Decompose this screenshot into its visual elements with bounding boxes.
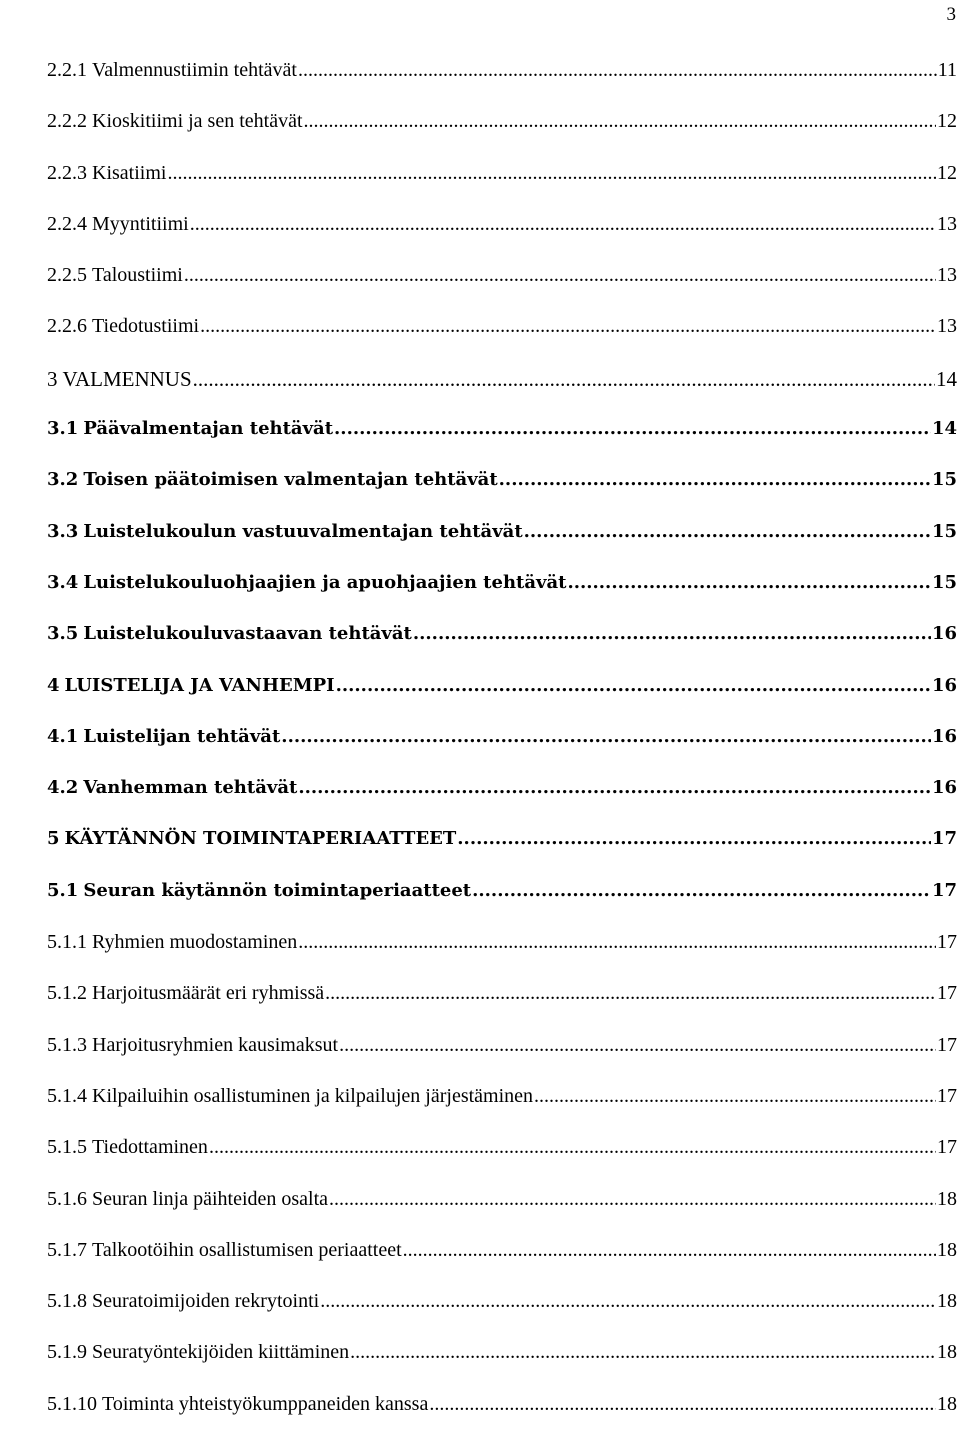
toc-entry-page: 18: [937, 1290, 957, 1313]
toc-dot-leader: [534, 1085, 936, 1108]
toc-dot-leader: [499, 469, 931, 490]
toc-entry-page: 17: [937, 931, 957, 954]
toc-entry[interactable]: [47, 418, 957, 469]
toc-entry-page: 16: [931, 725, 957, 747]
toc-dot-leader: [325, 982, 936, 1005]
toc-dot-leader: [184, 264, 936, 287]
toc-entry[interactable]: [47, 264, 957, 315]
toc-entry[interactable]: [47, 1034, 957, 1085]
toc-dot-leader: [190, 213, 936, 236]
toc-entry-title: Seuratyöntekijöiden kiittäminen: [92, 1341, 350, 1364]
toc-entry-title: KÄYTÄNNÖN TOIMINTAPERIAATTEET: [64, 828, 457, 850]
toc-entry-number: 5.1.4: [47, 1084, 87, 1107]
toc-entry[interactable]: [47, 572, 957, 623]
toc-entry-page: 12: [937, 161, 957, 184]
toc-entry-number: 5.1.1: [47, 931, 87, 954]
toc-dot-leader: [457, 828, 931, 849]
toc-entry-title: Luistelukoulun vastuuvalmentajan tehtävät: [83, 520, 523, 542]
toc-entry-number: 5.1.10: [47, 1392, 97, 1415]
toc-entry-title: Kilpailuihin osallistuminen ja kilpailujen järjestäminen: [92, 1084, 534, 1107]
toc-entry-title: Kioskitiimi ja sen tehtävät: [92, 110, 303, 133]
toc-entry[interactable]: [47, 931, 957, 982]
toc-entry-page: 12: [937, 110, 957, 133]
toc-entry-title: Harjoitusmäärät eri ryhmissä: [92, 982, 325, 1005]
toc-entry-title: Tiedottaminen: [92, 1136, 208, 1159]
toc-dot-leader: [209, 1136, 936, 1159]
toc-dot-leader: [281, 726, 931, 747]
toc-entry-number: 2.2.4: [47, 212, 87, 235]
toc-entry-title: Tiedotustiimi: [92, 315, 200, 338]
toc-entry-title: Seuran käytännön toimintaperiaatteet: [83, 879, 472, 901]
toc-dot-leader: [350, 1341, 936, 1364]
toc-entry-number: 5.1.6: [47, 1187, 87, 1210]
toc-entry-page: 18: [937, 1187, 957, 1210]
toc-entry-title: Kisatiimi: [92, 161, 167, 184]
toc-entry-title: VALMENNUS: [62, 366, 192, 391]
toc-entry[interactable]: [47, 777, 957, 828]
toc-entry-number: 2.2.1: [47, 59, 87, 81]
toc-entry-page: 11: [937, 59, 957, 81]
toc-entry-page: 16: [931, 623, 957, 645]
toc-entry[interactable]: [47, 1239, 957, 1290]
toc-dot-leader: [334, 418, 931, 439]
toc-entry[interactable]: [47, 1393, 957, 1444]
toc-entry-page: 17: [937, 982, 957, 1005]
toc-entry-page: 15: [931, 469, 957, 491]
toc-entry-page: 13: [937, 212, 957, 235]
toc-entry-number: 3.2: [47, 469, 79, 491]
toc-entry-page: 17: [937, 1136, 957, 1159]
toc-entry-number: 4.1: [47, 725, 79, 747]
toc-entry-title: Myyntitiimi: [92, 212, 189, 235]
toc-entry-title: Ryhmien muodostaminen: [92, 931, 298, 954]
toc-entry-page: 14: [931, 418, 957, 440]
toc-entry-number: 4: [47, 674, 60, 696]
toc-dot-leader: [298, 777, 931, 798]
toc-entry-number: 3.1: [47, 418, 79, 440]
toc-entry-title: Päävalmentajan tehtävät: [83, 418, 334, 440]
toc-entry-title: Luistelukouluvastaavan tehtävät: [83, 623, 412, 645]
toc-entry[interactable]: [47, 675, 957, 726]
toc-entry[interactable]: [47, 213, 957, 264]
toc-dot-leader: [329, 1188, 936, 1211]
toc-entry-number: 3.3: [47, 520, 79, 542]
toc-entry-page: 18: [937, 1392, 957, 1415]
toc-entry[interactable]: [47, 1290, 957, 1341]
table-of-contents: [47, 59, 957, 1444]
toc-dot-leader: [200, 315, 936, 338]
toc-dot-leader: [298, 59, 937, 82]
toc-entry-page: 18: [937, 1238, 957, 1261]
toc-dot-leader: [298, 931, 936, 954]
toc-entry-number: 5.1.8: [47, 1290, 87, 1313]
toc-dot-leader: [567, 572, 930, 593]
toc-entry-title: Valmennustiimin tehtävät: [92, 59, 297, 81]
toc-dot-leader: [193, 367, 935, 392]
toc-entry-page: 14: [936, 366, 957, 391]
toc-entry-page: 13: [937, 315, 957, 338]
toc-entry[interactable]: [47, 521, 957, 572]
toc-entry-title: LUISTELIJA JA VANHEMPI: [64, 674, 335, 696]
toc-entry-number: 2.2.6: [47, 315, 87, 338]
toc-entry-page: 17: [937, 1033, 957, 1056]
toc-entry-number: 3: [47, 366, 58, 391]
toc-dot-leader: [336, 675, 931, 696]
toc-entry-number: 2.2.5: [47, 264, 87, 287]
toc-entry-title: Taloustiimi: [92, 264, 183, 287]
page-number: 3: [946, 4, 956, 25]
toc-entry[interactable]: [47, 367, 957, 418]
toc-entry[interactable]: [47, 110, 957, 161]
toc-entry[interactable]: [47, 162, 957, 213]
toc-entry[interactable]: [47, 1085, 957, 1136]
toc-entry-number: 5.1: [47, 879, 79, 901]
toc-entry-page: 13: [937, 264, 957, 287]
toc-entry-number: 5.1.2: [47, 982, 87, 1005]
toc-entry-page: 16: [931, 777, 957, 799]
toc-dot-leader: [167, 162, 936, 185]
toc-entry-page: 18: [937, 1341, 957, 1364]
toc-entry-number: 5.1.3: [47, 1033, 87, 1056]
toc-dot-leader: [429, 1393, 936, 1416]
toc-entry-number: 5.1.5: [47, 1136, 87, 1159]
toc-entry[interactable]: [47, 726, 957, 777]
toc-entry-page: 17: [931, 879, 957, 901]
toc-entry-title: Seuran linja päihteiden osalta: [92, 1187, 329, 1210]
toc-entry[interactable]: [47, 59, 957, 110]
toc-entry-page: 16: [931, 674, 957, 696]
toc-entry-number: 4.2: [47, 777, 79, 799]
toc-entry[interactable]: [47, 982, 957, 1033]
toc-entry-title: Seuratoimijoiden rekrytointi: [92, 1290, 320, 1313]
toc-dot-leader: [413, 623, 931, 644]
toc-entry[interactable]: [47, 1188, 957, 1239]
toc-entry-page: 17: [937, 1084, 957, 1107]
toc-entry-title: Toiminta yhteistyökumppaneiden kanssa: [102, 1392, 429, 1415]
toc-dot-leader: [524, 521, 931, 542]
toc-dot-leader: [304, 110, 936, 133]
toc-entry-title: Luistelukouluohjaajien ja apuohjaajien tehtävät: [83, 571, 567, 593]
toc-entry-title: Harjoitusryhmien kausimaksut: [92, 1033, 339, 1056]
toc-entry-number: 5.1.7: [47, 1238, 87, 1261]
toc-dot-leader: [339, 1034, 936, 1057]
toc-entry-title: Toisen päätoimisen valmentajan tehtävät: [83, 469, 498, 491]
toc-entry[interactable]: [47, 623, 957, 674]
toc-entry-number: 5.1.9: [47, 1341, 87, 1364]
toc-entry[interactable]: [47, 1136, 957, 1187]
toc-entry[interactable]: [47, 828, 957, 879]
toc-entry-number: 3.4: [47, 571, 79, 593]
toc-entry-number: 3.5: [47, 623, 79, 645]
toc-entry-number: 2.2.3: [47, 161, 87, 184]
toc-entry-page: 15: [931, 520, 957, 542]
toc-dot-leader: [320, 1290, 936, 1313]
toc-dot-leader: [472, 880, 931, 901]
toc-entry-number: 2.2.2: [47, 110, 87, 133]
toc-entry-number: 5: [47, 828, 60, 850]
toc-entry-title: Luistelijan tehtävät: [83, 725, 281, 747]
toc-entry-page: 15: [931, 571, 957, 593]
toc-dot-leader: [403, 1239, 936, 1262]
toc-entry-title: Talkootöihin osallistumisen periaatteet: [92, 1238, 402, 1261]
toc-entry[interactable]: [47, 1341, 957, 1392]
toc-entry-title: Vanhemman tehtävät: [83, 777, 298, 799]
toc-entry[interactable]: [47, 469, 957, 520]
toc-entry[interactable]: [47, 315, 957, 366]
toc-entry-page: 17: [931, 828, 957, 850]
toc-entry[interactable]: [47, 880, 957, 931]
